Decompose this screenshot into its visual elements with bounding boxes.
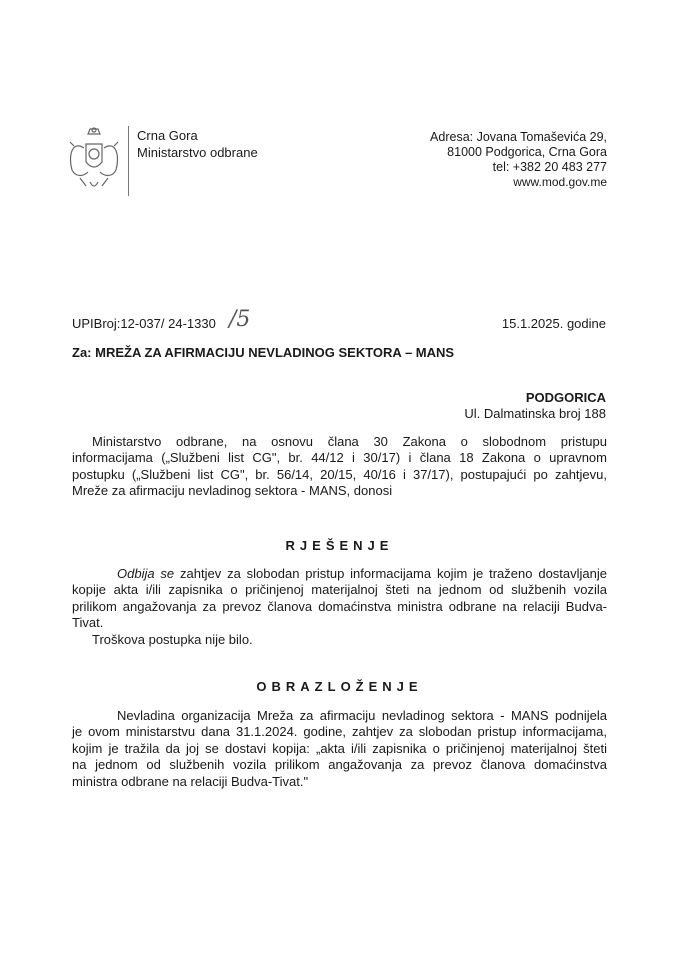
recipient-city: PODGORICA xyxy=(525,390,606,405)
reasoning-paragraph xyxy=(72,708,607,790)
text-line xyxy=(72,566,607,582)
text-line: na jednom od službenih vozila prilikom angažovanja za prevoz članova domaćinstva xyxy=(72,757,607,773)
reasoning-heading: OBRAZLOŽENJE xyxy=(256,679,423,694)
text-line: Nevladina organizacija Mreža za afirmaciju nevladinog sektora - MANS podnijela xyxy=(117,708,607,723)
address-line: 81000 Podgorica, Crna Gora xyxy=(447,145,607,159)
costs-line: Troškova postupka nije bilo. xyxy=(92,631,253,647)
text-line: Tivat. xyxy=(72,615,104,631)
document-date: 15.1.2025. godine xyxy=(501,316,606,331)
text-line: Mreže za afirmaciju nevladinog sektora - MANS, donosi xyxy=(72,483,393,499)
country-name: Crna Gora xyxy=(137,128,198,143)
website: www.mod.gov.me xyxy=(513,175,607,189)
handwritten-annotation: /5 xyxy=(229,307,251,332)
header-divider xyxy=(128,126,129,196)
text-line: kopije akta i/ili zapisnika o pričinjenoj materijalnoj šteti na jednom od službenih vozila xyxy=(72,582,607,598)
text-line: prilikom angažovanja za prevoz članova domaćinstva ministra odbrane na relaciji Budva- xyxy=(72,598,607,614)
decision-heading: RJEŠENJE xyxy=(285,538,394,553)
ministry-name: Ministarstvo odbrane xyxy=(137,145,258,160)
phone: tel: +382 20 483 277 xyxy=(492,160,607,174)
text-line: je ovom ministarstvu dana 31.1.2024. godine, zahtjev za slobodan pristup informacijama, xyxy=(72,724,607,740)
address-line: Adresa: Jovana Tomaševića 29, xyxy=(430,130,607,144)
text-line: postupku („Službeni list CG", br. 56/14, 20/15, 40/16 i 37/17), postupajući po zahtjevu, xyxy=(72,466,607,482)
decision-paragraph xyxy=(72,566,607,648)
recipient-street: Ul. Dalmatinska broj 188 xyxy=(464,406,606,421)
address-block xyxy=(430,130,607,190)
decision-emphasis: Odbija se xyxy=(117,566,175,581)
text-line: ministra odbrane na relaciji Budva-Tivat." xyxy=(72,773,309,789)
text-line: informacijama („Službeni list CG", br. 44/12 i 30/17) i člana 18 Zakona o upravnom xyxy=(72,450,607,466)
reference-number: UPIBroj:12-037/ 24-1330 xyxy=(72,316,216,331)
intro-paragraph xyxy=(72,434,607,500)
text-fragment: zahtjev za slobodan pristup informacijama kojim je traženo dostavljanje xyxy=(174,566,607,581)
text-line: kojim je tražila da joj se dostavi kopija: „akta i/ili zapisnika o pričinjenoj materijalnoj šteti xyxy=(72,740,607,756)
text-line: Ministarstvo odbrane, na osnovu člana 30 Zakona o slobodnom pristupu xyxy=(92,434,607,449)
recipient-name: Za: MREŽA ZA AFIRMACIJU NEVLADINOG SEKTORA – MANS xyxy=(72,345,455,360)
coat-of-arms-logo xyxy=(66,126,122,194)
